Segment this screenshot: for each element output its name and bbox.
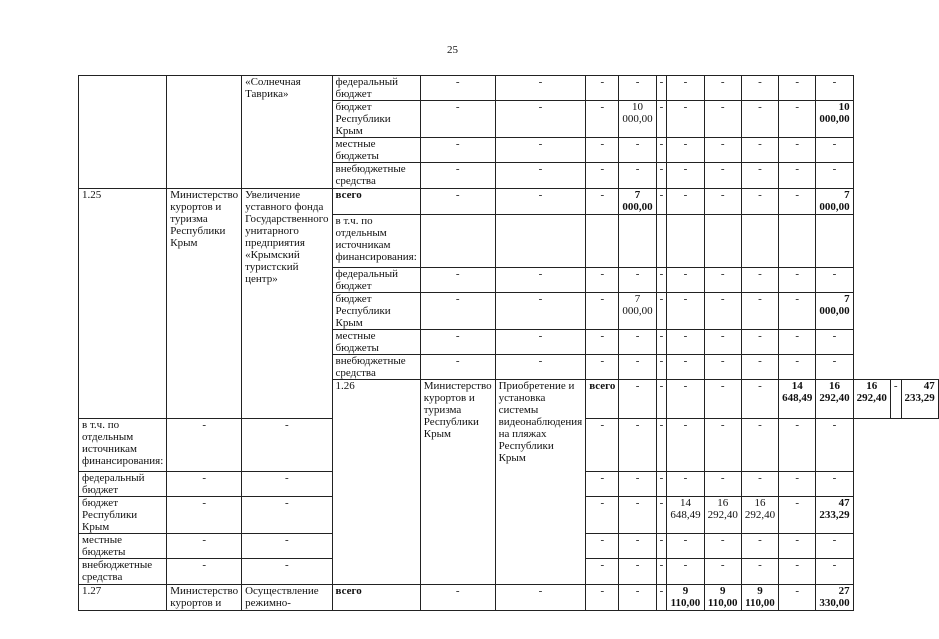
table-cell: - [586, 293, 619, 330]
table-cell: - [656, 330, 667, 355]
table-cell: - [741, 189, 778, 215]
table-cell: 1.25 [79, 189, 167, 419]
table-cell: 47 233,29 [901, 380, 938, 419]
table-cell: федеральный бюджет [332, 76, 420, 101]
table-cell: 16 292,40 [741, 497, 778, 534]
table-cell: Министерство курортов и туризма Республики Крым [167, 189, 242, 419]
table-cell: - [890, 380, 901, 419]
table-row [79, 76, 939, 101]
table-cell: Приобретение и установка системы видеонаблюдения на пляжах Республики Крым [495, 380, 586, 585]
table-cell [619, 215, 656, 268]
table-cell: - [586, 472, 619, 497]
table-cell: 10 000,00 [816, 101, 853, 138]
table-cell: - [779, 268, 816, 293]
table-cell: - [586, 585, 619, 611]
table-cell: - [779, 163, 816, 189]
table-cell: - [242, 497, 332, 534]
table-cell: всего [586, 380, 619, 419]
table-cell: - [704, 163, 741, 189]
table-cell: - [495, 138, 586, 163]
table-cell: - [779, 355, 816, 380]
table-cell: 7 000,00 [619, 293, 656, 330]
table-row [79, 585, 939, 611]
table-cell: - [656, 355, 667, 380]
table-cell: - [704, 268, 741, 293]
table-cell: 14 648,49 [779, 380, 816, 419]
table-cell: - [704, 559, 741, 585]
table-cell [167, 76, 242, 189]
table-row [79, 189, 939, 215]
table-cell: - [619, 419, 656, 472]
table-cell: - [586, 419, 619, 472]
table-cell: - [586, 268, 619, 293]
table-cell: - [495, 585, 586, 611]
table-cell: внебюджетные средства [79, 559, 167, 585]
table-cell: внебюджетные средства [332, 163, 420, 189]
table-cell: - [816, 268, 853, 293]
table-cell: - [586, 138, 619, 163]
table-cell: - [586, 163, 619, 189]
table-cell: 14 648,49 [667, 497, 704, 534]
table-cell: - [667, 355, 704, 380]
table-cell: - [741, 293, 778, 330]
table-cell: - [656, 76, 667, 101]
table-cell: - [741, 268, 778, 293]
page-number: 25 [447, 44, 458, 56]
table-cell: - [779, 534, 816, 559]
table-cell: - [619, 163, 656, 189]
table-cell: - [816, 472, 853, 497]
table-cell: 9 110,00 [704, 585, 741, 611]
table-cell: - [420, 138, 495, 163]
table-cell: - [495, 355, 586, 380]
table-cell: - [779, 293, 816, 330]
table-cell: Увеличение уставного фонда Государственного унитарного предприятия «Крымский туристский центр» [242, 189, 332, 419]
table-cell: - [619, 472, 656, 497]
table-cell: - [667, 559, 704, 585]
table-cell: - [667, 163, 704, 189]
table-cell: - [619, 534, 656, 559]
table-cell: - [704, 293, 741, 330]
table-cell: - [656, 497, 667, 534]
table-cell: - [816, 163, 853, 189]
table-cell: - [167, 419, 242, 472]
table-cell: - [619, 497, 656, 534]
table-cell: - [619, 355, 656, 380]
table-cell: - [741, 138, 778, 163]
table-cell: - [619, 585, 656, 611]
table-cell: бюджет Республики Крым [79, 497, 167, 534]
table-cell: местные бюджеты [332, 330, 420, 355]
table-cell: - [779, 419, 816, 472]
table-cell: внебюджетные средства [332, 355, 420, 380]
table-cell: - [495, 189, 586, 215]
table-cell: - [779, 138, 816, 163]
table-cell: - [816, 559, 853, 585]
table-cell: - [779, 101, 816, 138]
table-cell: - [495, 330, 586, 355]
table-cell: 7 000,00 [816, 189, 853, 215]
table-cell: 7 000,00 [816, 293, 853, 330]
table-cell [779, 215, 816, 268]
table-cell: - [656, 585, 667, 611]
table-cell: - [656, 559, 667, 585]
table-cell: - [619, 76, 656, 101]
table-cell [816, 215, 853, 268]
table-cell: - [167, 559, 242, 585]
table-cell: - [667, 472, 704, 497]
table-cell: - [704, 330, 741, 355]
table-cell: - [656, 293, 667, 330]
table-cell: - [656, 534, 667, 559]
table-cell: - [586, 330, 619, 355]
table-cell: 9 110,00 [667, 585, 704, 611]
table-cell: - [420, 189, 495, 215]
table-cell: - [619, 330, 656, 355]
table-cell: - [420, 355, 495, 380]
table-cell: 16 292,40 [704, 497, 741, 534]
table-cell: 47 233,29 [816, 497, 853, 534]
table-cell: - [586, 355, 619, 380]
table-cell: федеральный бюджет [332, 268, 420, 293]
table-cell [79, 76, 167, 189]
table-cell: - [656, 380, 667, 419]
table-cell: - [420, 330, 495, 355]
table-cell: - [816, 76, 853, 101]
table-cell: - [741, 163, 778, 189]
table-cell: - [667, 101, 704, 138]
table-cell: в т.ч. по отдельным источникам финансирования: [79, 419, 167, 472]
table-cell [495, 215, 586, 268]
table-cell: 1.27 [79, 585, 167, 611]
table-cell: - [495, 76, 586, 101]
table-cell: - [816, 330, 853, 355]
table-cell: - [779, 189, 816, 215]
table-cell: - [779, 330, 816, 355]
table-cell: - [586, 559, 619, 585]
table-cell: - [741, 76, 778, 101]
table-cell: - [420, 163, 495, 189]
table-cell: - [667, 534, 704, 559]
table-cell: - [242, 534, 332, 559]
table-cell: федеральный бюджет [79, 472, 167, 497]
table-cell: - [619, 559, 656, 585]
table-cell: 27 330,00 [816, 585, 853, 611]
table-cell: местные бюджеты [332, 138, 420, 163]
table-cell: - [741, 355, 778, 380]
table-cell: - [667, 268, 704, 293]
table-cell: 1.26 [332, 380, 420, 585]
table-cell: - [667, 380, 704, 419]
table-cell: - [586, 76, 619, 101]
table-cell: - [667, 189, 704, 215]
table-cell: - [242, 472, 332, 497]
table-cell: - [586, 189, 619, 215]
table-cell [667, 215, 704, 268]
table-cell: бюджет Республики Крым [332, 293, 420, 330]
table-cell: - [656, 163, 667, 189]
table-cell: - [741, 472, 778, 497]
table-cell: - [420, 101, 495, 138]
table-cell: - [495, 268, 586, 293]
table-cell: всего [332, 189, 420, 215]
table-cell: - [816, 138, 853, 163]
table-cell: - [704, 189, 741, 215]
table-cell: Министерство курортов и [167, 585, 242, 611]
table-cell: - [704, 380, 741, 419]
table-cell: - [656, 472, 667, 497]
table-cell: - [586, 534, 619, 559]
table-cell: - [420, 293, 495, 330]
table-cell: 10 000,00 [619, 101, 656, 138]
table-cell: - [420, 585, 495, 611]
table-cell: - [704, 472, 741, 497]
table-cell [656, 215, 667, 268]
table-cell: - [495, 101, 586, 138]
table-cell: - [704, 419, 741, 472]
table-cell: - [704, 534, 741, 559]
table-cell: местные бюджеты [79, 534, 167, 559]
table-cell: - [816, 355, 853, 380]
table-cell: бюджет Республики Крым [332, 101, 420, 138]
table-cell: - [704, 138, 741, 163]
table-cell: - [619, 380, 656, 419]
table-cell: - [741, 534, 778, 559]
table-cell: Министерство курортов и туризма Республики Крым [420, 380, 495, 585]
table-cell: - [656, 419, 667, 472]
table-cell: - [242, 419, 332, 472]
table-cell: - [704, 76, 741, 101]
table-cell: 7 000,00 [619, 189, 656, 215]
table-cell: - [167, 497, 242, 534]
table-cell: - [816, 534, 853, 559]
table-cell: - [704, 101, 741, 138]
table-cell: Осуществление режимно- [242, 585, 332, 611]
table-cell: в т.ч. по отдельным источникам финансирования: [332, 215, 420, 268]
table-cell: 16 292,40 [816, 380, 853, 419]
table-cell: - [667, 330, 704, 355]
table-cell [741, 215, 778, 268]
table-cell: всего [332, 585, 420, 611]
table-cell: - [741, 380, 778, 419]
table-cell: 16 292,40 [853, 380, 890, 419]
table-cell: - [741, 419, 778, 472]
table-cell: - [656, 268, 667, 293]
table-cell: - [242, 559, 332, 585]
table-cell: - [656, 189, 667, 215]
table-cell: - [667, 293, 704, 330]
table-cell: - [656, 101, 667, 138]
table-cell: - [741, 101, 778, 138]
table-cell: - [619, 138, 656, 163]
table-cell: - [420, 268, 495, 293]
table-cell: - [704, 355, 741, 380]
table-cell: - [779, 559, 816, 585]
budget-table [78, 75, 939, 611]
table-cell: - [656, 138, 667, 163]
table-cell: - [779, 472, 816, 497]
table-cell: - [495, 163, 586, 189]
table-cell: - [667, 76, 704, 101]
table-cell: «Солнечная Таврика» [242, 76, 332, 189]
table-cell: - [667, 419, 704, 472]
table-cell [704, 215, 741, 268]
table-cell: - [420, 76, 495, 101]
table-cell: - [586, 497, 619, 534]
table-cell [420, 215, 495, 268]
table-cell: - [667, 138, 704, 163]
table-cell: - [741, 330, 778, 355]
table-cell [586, 215, 619, 268]
table-cell: - [779, 585, 816, 611]
table-cell: - [167, 534, 242, 559]
table-cell: - [741, 559, 778, 585]
table-cell: 9 110,00 [741, 585, 778, 611]
table-cell: - [779, 76, 816, 101]
table-cell: - [586, 101, 619, 138]
table-cell: - [779, 497, 816, 534]
table-cell: - [495, 293, 586, 330]
table-cell: - [619, 268, 656, 293]
table-cell: - [167, 472, 242, 497]
table-cell: - [816, 419, 853, 472]
